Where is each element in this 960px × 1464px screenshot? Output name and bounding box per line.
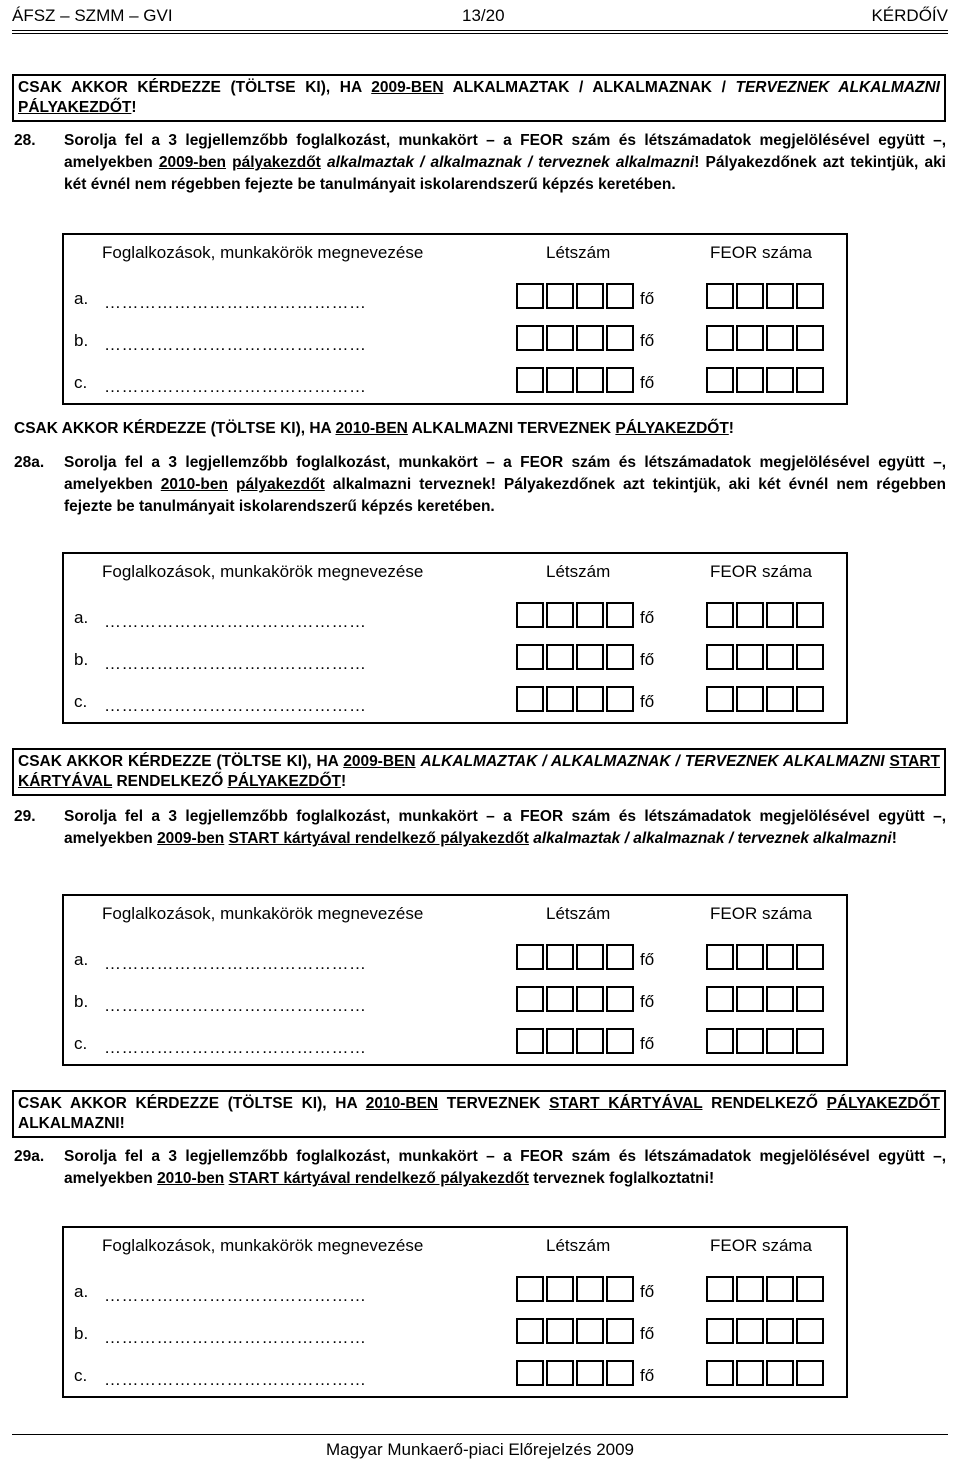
headcount-digit-box[interactable] (606, 1028, 634, 1054)
feor-digit-box[interactable] (736, 1028, 764, 1054)
answer-table-29a (62, 1226, 848, 1398)
row-label: b. (74, 992, 89, 1011)
question-text: Sorolja fel a 3 legjellemzőbb foglalkozást, munkakört – a FEOR szám és létszámadatok megjelölésével együtt –, amelyekben 2009-ben START kártyával rendelkező pályakezdőt alkalmaztak / alkalmaznak / terveznek alkalmazni! (64, 808, 946, 847)
headcount-digit-box[interactable] (576, 367, 604, 393)
feor-digit-box[interactable] (796, 1318, 824, 1344)
row-label: a. (74, 608, 89, 627)
question-29 (14, 806, 946, 850)
notice-box-29a: CSAK AKKOR KÉRDEZZE (TÖLTSE KI), HA 2010-BEN TERVEZNEK START KÁRTYÁVAL RENDELKEZŐ PÁLYAKEZDŐT ALKALMAZNI! (12, 1090, 946, 1138)
headcount-digit-box[interactable] (606, 602, 634, 628)
header-rule (12, 30, 948, 31)
table-row (64, 1024, 846, 1064)
footer-rule (12, 1434, 948, 1435)
feor-digit-box[interactable] (766, 1028, 794, 1054)
row-label: b. (74, 331, 89, 350)
question-28a (14, 452, 946, 518)
table-row (64, 982, 846, 1022)
headcount-digit-box[interactable] (576, 686, 604, 712)
occupation-name-field[interactable]: ……………………………………… (104, 654, 367, 673)
column-header-occupation: Foglalkozások, munkakörök megnevezése (102, 243, 424, 262)
headcount-digit-box[interactable] (606, 686, 634, 712)
unit-label: fő (640, 650, 655, 669)
unit-label: fő (640, 289, 655, 308)
headcount-digit-box[interactable] (516, 986, 544, 1012)
feor-digit-box[interactable] (766, 644, 794, 670)
headcount-digit-box[interactable] (546, 602, 574, 628)
occupation-name-field[interactable]: ……………………………………… (104, 1038, 367, 1057)
occupation-name-field[interactable]: ……………………………………… (104, 612, 367, 631)
headcount-digit-box[interactable] (516, 1276, 544, 1302)
feor-digit-box[interactable] (706, 283, 734, 309)
feor-digit-box[interactable] (706, 1028, 734, 1054)
question-28 (14, 130, 946, 196)
headcount-digit-box[interactable] (606, 367, 634, 393)
feor-digit-box[interactable] (796, 283, 824, 309)
headcount-digit-box[interactable] (546, 1360, 574, 1386)
row-label: a. (74, 950, 89, 969)
feor-digit-box[interactable] (706, 367, 734, 393)
feor-digit-box[interactable] (736, 283, 764, 309)
feor-digit-box[interactable] (796, 986, 824, 1012)
column-header-feor: FEOR száma (710, 1236, 813, 1255)
headcount-digit-box[interactable] (516, 325, 544, 351)
row-label: c. (74, 692, 88, 711)
headcount-digit-box[interactable] (546, 1318, 574, 1344)
column-header-feor: FEOR száma (710, 904, 813, 923)
table-row (64, 279, 846, 319)
header-rule-2 (12, 33, 948, 34)
headcount-digit-box[interactable] (516, 1318, 544, 1344)
question-text: Sorolja fel a 3 legjellemzőbb foglalkozást, munkakört – a FEOR szám és létszámadatok megjelölésével együtt –, amelyekben 2010-ben START kártyával rendelkező pályakezdőt terveznek foglalkoztatni! (64, 1148, 946, 1187)
column-header-headcount: Létszám (546, 1236, 611, 1255)
unit-label: fő (640, 692, 655, 711)
feor-digit-box[interactable] (766, 686, 794, 712)
feor-digit-box[interactable] (706, 602, 734, 628)
headcount-digit-box[interactable] (606, 1318, 634, 1344)
column-header-headcount: Létszám (546, 562, 611, 581)
feor-digit-box[interactable] (796, 1028, 824, 1054)
table-row (64, 682, 846, 722)
table-row (64, 640, 846, 680)
notice-box-29: CSAK AKKOR KÉRDEZZE (TÖLTSE KI), HA 2009-BEN ALKALMAZTAK / ALKALMAZNAK / TERVEZNEK ALKALMAZNI START KÁRTYÁVAL RENDELKEZŐ PÁLYAKEZDŐT! (12, 748, 946, 796)
feor-digit-box[interactable] (736, 367, 764, 393)
headcount-digit-box[interactable] (516, 602, 544, 628)
occupation-name-field[interactable]: ……………………………………… (104, 996, 367, 1015)
unit-label: fő (640, 608, 655, 627)
answer-table-29 (62, 894, 848, 1066)
occupation-name-field[interactable]: ……………………………………… (104, 954, 367, 973)
headcount-digit-box[interactable] (576, 1276, 604, 1302)
column-header-occupation: Foglalkozások, munkakörök megnevezése (102, 904, 424, 923)
occupation-name-field[interactable]: ……………………………………… (104, 1286, 367, 1305)
column-header-occupation: Foglalkozások, munkakörök megnevezése (102, 1236, 424, 1255)
feor-digit-box[interactable] (766, 602, 794, 628)
feor-digit-box[interactable] (796, 686, 824, 712)
row-label: b. (74, 1324, 89, 1343)
headcount-digit-box[interactable] (546, 367, 574, 393)
headcount-digit-box[interactable] (606, 986, 634, 1012)
feor-digit-box[interactable] (736, 986, 764, 1012)
question-text: Sorolja fel a 3 legjellemzőbb foglalkozást, munkakört – a FEOR szám és létszámadatok megjelölésével együtt –, amelyekben 2010-ben pályakezdőt alkalmazni terveznek! Pályakezdőnek azt tekintjük, aki két évnél nem régebben fejezte be tanulmányait iskolarendszerű képzés keretében. (64, 454, 946, 515)
feor-digit-box[interactable] (706, 325, 734, 351)
unit-label: fő (640, 992, 655, 1011)
row-label: a. (74, 289, 89, 308)
headcount-digit-box[interactable] (516, 686, 544, 712)
headcount-digit-box[interactable] (606, 944, 634, 970)
headcount-digit-box[interactable] (546, 325, 574, 351)
question-number: 28a. (14, 454, 45, 471)
unit-label: fő (640, 1324, 655, 1343)
unit-label: fő (640, 1034, 655, 1053)
row-label: c. (74, 373, 88, 392)
feor-digit-box[interactable] (766, 1276, 794, 1302)
notice-box-28: CSAK AKKOR KÉRDEZZE (TÖLTSE KI), HA 2009-BEN ALKALMAZTAK / ALKALMAZNAK / TERVEZNEK ALKALMAZNI PÁLYAKEZDŐT! (12, 74, 946, 122)
headcount-digit-box[interactable] (576, 1318, 604, 1344)
row-label: a. (74, 1282, 89, 1301)
feor-digit-box[interactable] (796, 367, 824, 393)
question-number: 29a. (14, 1148, 45, 1165)
headcount-digit-box[interactable] (516, 367, 544, 393)
headcount-digit-box[interactable] (546, 986, 574, 1012)
headcount-digit-box[interactable] (546, 944, 574, 970)
page-header (12, 4, 948, 30)
feor-digit-box[interactable] (706, 1360, 734, 1386)
feor-digit-box[interactable] (736, 325, 764, 351)
headcount-digit-box[interactable] (516, 283, 544, 309)
occupation-name-field[interactable]: ……………………………………… (104, 293, 367, 312)
unit-label: fő (640, 1282, 655, 1301)
occupation-name-field[interactable]: ……………………………………… (104, 696, 367, 715)
headcount-digit-box[interactable] (576, 602, 604, 628)
headcount-digit-box[interactable] (546, 283, 574, 309)
feor-digit-box[interactable] (796, 1360, 824, 1386)
headcount-digit-box[interactable] (516, 644, 544, 670)
column-header-headcount: Létszám (546, 243, 611, 262)
question-text: Sorolja fel a 3 legjellemzőbb foglalkozást, munkakört – a FEOR szám és létszámadatok megjelölésével együtt –, amelyekben 2009-ben pályakezdőt alkalmaztak / alkalmaznak / terveznek alkalmazni! Pályakezdőnek azt tekintjük, aki két évnél nem régebben fejezte be tanulmányait iskolarendszerű képzés keretében. (64, 132, 946, 193)
headcount-digit-box[interactable] (576, 944, 604, 970)
unit-label: fő (640, 331, 655, 350)
headcount-digit-box[interactable] (576, 283, 604, 309)
headcount-digit-box[interactable] (546, 644, 574, 670)
headcount-digit-box[interactable] (606, 1360, 634, 1386)
question-number: 29. (14, 808, 36, 825)
answer-table-28a (62, 552, 848, 724)
headcount-digit-box[interactable] (576, 1360, 604, 1386)
unit-label: fő (640, 1366, 655, 1385)
feor-digit-box[interactable] (736, 1318, 764, 1344)
page-footer: Magyar Munkaerő-piaci Előrejelzés 2009 (325, 1440, 635, 1459)
headcount-digit-box[interactable] (546, 686, 574, 712)
headcount-digit-box[interactable] (576, 986, 604, 1012)
feor-digit-box[interactable] (766, 944, 794, 970)
table-row (64, 321, 846, 361)
headcount-digit-box[interactable] (546, 1028, 574, 1054)
column-header-headcount: Létszám (546, 904, 611, 923)
table-row (64, 598, 846, 638)
headcount-digit-box[interactable] (606, 644, 634, 670)
feor-digit-box[interactable] (706, 986, 734, 1012)
question-number: 28. (14, 132, 36, 149)
occupation-name-field[interactable]: ……………………………………… (104, 377, 367, 396)
feor-digit-box[interactable] (736, 1276, 764, 1302)
column-header-occupation: Foglalkozások, munkakörök megnevezése (102, 562, 424, 581)
headcount-digit-box[interactable] (576, 1028, 604, 1054)
feor-digit-box[interactable] (796, 602, 824, 628)
row-label: b. (74, 650, 89, 669)
feor-digit-box[interactable] (706, 686, 734, 712)
headcount-digit-box[interactable] (606, 283, 634, 309)
header-right: KÉRDŐÍV (871, 6, 948, 25)
headcount-digit-box[interactable] (516, 1360, 544, 1386)
table-row (64, 1272, 846, 1312)
unit-label: fő (640, 950, 655, 969)
notice-28a: CSAK AKKOR KÉRDEZZE (TÖLTSE KI), HA 2010-BEN ALKALMAZNI TERVEZNEK PÁLYAKEZDŐT! (14, 420, 734, 437)
headcount-digit-box[interactable] (546, 1276, 574, 1302)
feor-digit-box[interactable] (706, 1318, 734, 1344)
question-29a (14, 1146, 946, 1190)
headcount-digit-box[interactable] (576, 325, 604, 351)
occupation-name-field[interactable]: ……………………………………… (104, 335, 367, 354)
column-header-feor: FEOR száma (710, 562, 813, 581)
feor-digit-box[interactable] (766, 986, 794, 1012)
headcount-digit-box[interactable] (516, 1028, 544, 1054)
row-label: c. (74, 1034, 88, 1053)
feor-digit-box[interactable] (796, 644, 824, 670)
headcount-digit-box[interactable] (606, 1276, 634, 1302)
feor-digit-box[interactable] (766, 283, 794, 309)
feor-digit-box[interactable] (796, 325, 824, 351)
table-row (64, 363, 846, 403)
table-row (64, 1314, 846, 1354)
feor-digit-box[interactable] (796, 944, 824, 970)
row-label: c. (74, 1366, 88, 1385)
column-header-feor: FEOR száma (710, 243, 813, 262)
headcount-digit-box[interactable] (576, 644, 604, 670)
header-left: ÁFSZ – SZMM – GVI (12, 6, 173, 25)
feor-digit-box[interactable] (766, 325, 794, 351)
headcount-digit-box[interactable] (606, 325, 634, 351)
feor-digit-box[interactable] (706, 944, 734, 970)
answer-table-28 (62, 233, 848, 405)
feor-digit-box[interactable] (736, 644, 764, 670)
page-number: 13/20 (462, 6, 505, 25)
unit-label: fő (640, 373, 655, 392)
feor-digit-box[interactable] (736, 944, 764, 970)
feor-digit-box[interactable] (736, 686, 764, 712)
feor-digit-box[interactable] (706, 1276, 734, 1302)
feor-digit-box[interactable] (766, 1360, 794, 1386)
headcount-digit-box[interactable] (516, 944, 544, 970)
feor-digit-box[interactable] (766, 1318, 794, 1344)
feor-digit-box[interactable] (736, 1360, 764, 1386)
table-row (64, 1356, 846, 1396)
feor-digit-box[interactable] (706, 644, 734, 670)
occupation-name-field[interactable]: ……………………………………… (104, 1370, 367, 1389)
occupation-name-field[interactable]: ……………………………………… (104, 1328, 367, 1347)
table-row (64, 940, 846, 980)
feor-digit-box[interactable] (736, 602, 764, 628)
feor-digit-box[interactable] (796, 1276, 824, 1302)
feor-digit-box[interactable] (766, 367, 794, 393)
